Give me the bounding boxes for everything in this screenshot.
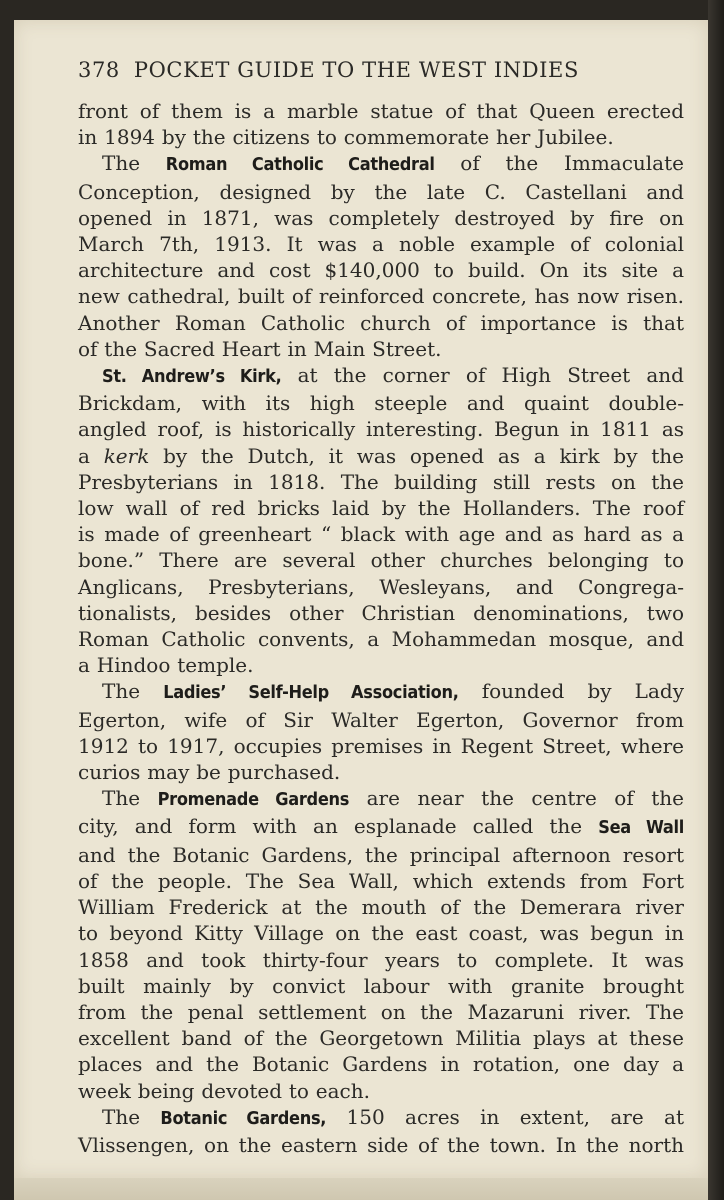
paragraph-st-andrews-kirk bbox=[78, 362, 684, 678]
text-line: places and the Botanic Gardens in rotation, one day a bbox=[78, 1052, 684, 1077]
heading-ladies-self-help-association: Ladies’ Self-Help Association, bbox=[163, 682, 459, 704]
text-line: to beyond Kitty Village on the east coast, was begun in bbox=[78, 921, 684, 946]
text-line: tionalists, besides other Christian denominations, two bbox=[78, 600, 684, 625]
text-run: at the corner of High Street and bbox=[281, 363, 684, 388]
text-run: The bbox=[102, 1104, 161, 1129]
text-run: are near the centre of the bbox=[349, 786, 685, 811]
text-line bbox=[78, 150, 684, 178]
text-line: of the Sacred Heart in Main Street. bbox=[78, 336, 442, 361]
running-header bbox=[78, 58, 684, 82]
text-line: Roman Catholic convents, a Mohammedan mosque, and bbox=[78, 627, 684, 652]
text-line bbox=[78, 813, 684, 841]
text-line: front of them is a marble statue of that Queen erected bbox=[78, 99, 684, 123]
text-line: Egerton, wife of Sir Walter Egerton, Governor from bbox=[78, 707, 684, 732]
paragraph-botanic-gardens bbox=[78, 1104, 684, 1158]
text-line: week being devoted to each. bbox=[78, 1078, 370, 1103]
heading-botanic-gardens: Botanic Gardens, bbox=[160, 1107, 327, 1129]
text-run: by the Dutch, it was opened as a kirk by the bbox=[149, 443, 685, 468]
heading-st-andrews-kirk: St. Andrew’s Kirk, bbox=[102, 366, 282, 388]
text-line: William Frederick at the mouth of the Demerara river bbox=[78, 895, 684, 920]
text-line: Brickdam, with its high steeple and quaint double- bbox=[78, 391, 684, 416]
text-line: of the people. The Sea Wall, which extends from Fort bbox=[78, 868, 684, 893]
paragraph-promenade-gardens bbox=[78, 785, 684, 1103]
paragraph-ladies-self-help bbox=[78, 678, 684, 785]
text-line bbox=[78, 1104, 684, 1132]
text-line: new cathedral, built of reinforced concrete, has now risen. bbox=[78, 284, 684, 309]
italic-kerk: kerk bbox=[103, 443, 150, 468]
text-line: Conception, designed by the late C. Castellani and bbox=[78, 179, 684, 204]
text-line: from the penal settlement on the Mazaruni river. The bbox=[78, 999, 684, 1024]
text-line bbox=[78, 362, 684, 390]
text-line: bone.” There are several other churches belonging to bbox=[78, 548, 684, 573]
heading-promenade-gardens: Promenade Gardens bbox=[157, 789, 350, 811]
text-run: founded by Lady bbox=[458, 679, 684, 704]
text-run: 150 acres in extent, are at bbox=[326, 1104, 684, 1129]
text-line: March 7th, 1913. It was a noble example of colonial bbox=[78, 232, 684, 257]
text-line: 1912 to 1917, occupies premises in Regent Street, where bbox=[78, 733, 684, 758]
text-run: The bbox=[102, 151, 166, 176]
text-line bbox=[78, 785, 684, 813]
text-run: of the Immaculate bbox=[434, 151, 684, 176]
text-run: The bbox=[102, 786, 158, 811]
heading-sea-wall: Sea Wall bbox=[598, 817, 684, 839]
text-line: a Hindoo temple. bbox=[78, 653, 254, 678]
body-text bbox=[78, 98, 684, 1158]
paragraph-roman-catholic-cathedral bbox=[78, 150, 684, 362]
page-bottom-edge bbox=[14, 1178, 708, 1200]
heading-roman-catholic-cathedral: Roman Catholic Cathedral bbox=[165, 154, 435, 176]
paragraph-queen-statue bbox=[78, 98, 684, 150]
text-line: Anglicans, Presbyterians, Wesleyans, and Congrega- bbox=[78, 574, 684, 599]
text-line bbox=[78, 678, 684, 706]
text-line: 1858 and took thirty-four years to complete. It was bbox=[78, 947, 684, 972]
text-line: low wall of red bricks laid by the Hollanders. The roof bbox=[78, 496, 684, 521]
text-line: and the Botanic Gardens, the principal afternoon resort bbox=[78, 842, 684, 867]
text-line: in 1894 by the citizens to commemorate her Jubilee. bbox=[78, 125, 614, 150]
running-title: POCKET GUIDE TO THE WEST INDIES bbox=[133, 58, 579, 82]
text-run: a bbox=[78, 443, 104, 468]
text-line: is made of greenheart “ black with age and as hard as a bbox=[78, 522, 684, 547]
text-line: angled roof, is historically interesting. Begun in 1811 as bbox=[78, 417, 684, 442]
text-line: Presbyterians in 1818. The building still rests on the bbox=[78, 469, 684, 494]
text-line: Vlissengen, on the eastern side of the town. In the north bbox=[78, 1132, 684, 1157]
text-line: Another Roman Catholic church of importance is that bbox=[78, 310, 684, 335]
text-line bbox=[78, 443, 684, 469]
text-line: architecture and cost $140,000 to build. On its site a bbox=[78, 258, 684, 283]
text-run: The bbox=[102, 679, 164, 704]
book-spine-edge bbox=[708, 0, 724, 1200]
text-line: opened in 1871, was completely destroyed by fire on bbox=[78, 205, 684, 230]
page-number: 378 bbox=[78, 58, 120, 82]
text-line: excellent band of the Georgetown Militia plays at these bbox=[78, 1026, 684, 1051]
text-run: city, and form with an esplanade called the bbox=[78, 814, 599, 839]
text-line: built mainly by convict labour with granite brought bbox=[78, 973, 684, 998]
text-line: curios may be purchased. bbox=[78, 760, 341, 785]
